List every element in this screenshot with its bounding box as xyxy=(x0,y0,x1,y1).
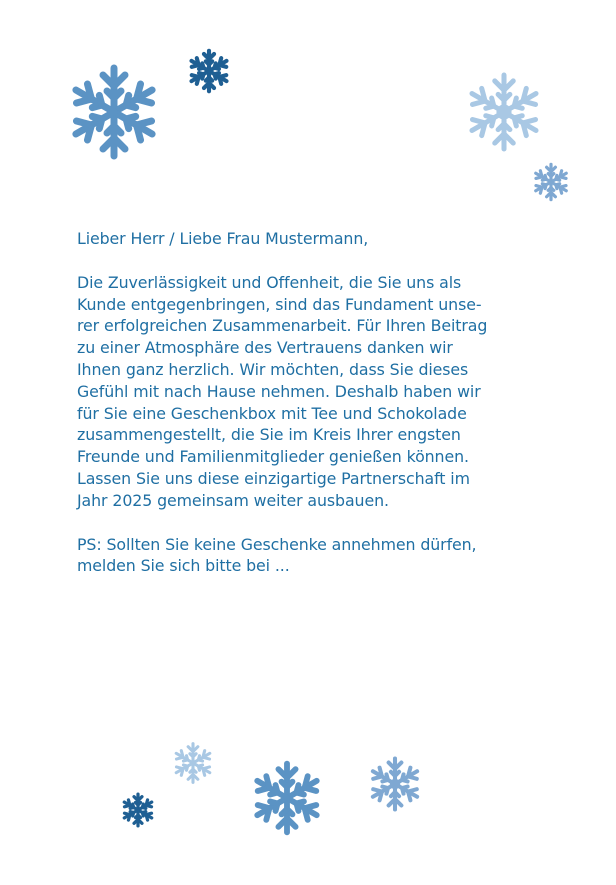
body-line: Lassen Sie uns diese einzigartige Partnerschaft im xyxy=(77,468,470,488)
body-line: rer erfolgreichen Zusammenarbeit. Für Ihren Beitrag xyxy=(77,316,488,336)
snowflake-icon xyxy=(366,755,424,813)
body-line: Kunde entgegenbringen, sind das Fundament unse- xyxy=(77,294,482,314)
body-line: Die Zuverlässigkeit und Offenheit, die Sie uns als xyxy=(77,272,462,292)
body-line: Ihnen ganz herzlich. Wir möchten, dass Sie dieses xyxy=(77,359,469,379)
snowflake-icon xyxy=(171,741,215,785)
snowflake-icon xyxy=(248,759,326,837)
body-line: zu einer Atmosphäre des Vertrauens danken wir xyxy=(77,338,453,358)
body-line: Jahr 2025 gemeinsam weiter ausbauen. xyxy=(77,490,389,510)
snowflake-icon xyxy=(120,792,156,828)
snowflake-icon xyxy=(64,62,164,162)
greeting: Lieber Herr / Liebe Frau Mustermann, xyxy=(77,229,369,248)
body-line: Gefühl mit nach Hause nehmen. Deshalb haben wir xyxy=(77,381,481,401)
letter-body xyxy=(77,272,547,512)
postscript xyxy=(77,534,547,578)
postscript-line: melden Sie sich bitte bei ... xyxy=(77,556,290,576)
snowflake-icon xyxy=(186,48,232,94)
letter-text xyxy=(77,228,547,577)
body-line: für Sie eine Geschenkbox mit Tee und Schokolade xyxy=(77,403,467,423)
body-line: Freunde und Familienmitglieder genießen können. xyxy=(77,447,469,467)
body-line: zusammengestellt, die Sie im Kreis Ihrer engsten xyxy=(77,425,461,445)
snowflake-icon xyxy=(462,70,546,154)
postscript-line: PS: Sollten Sie keine Geschenke annehmen dürfen, xyxy=(77,534,477,554)
snowflake-icon xyxy=(531,162,571,202)
